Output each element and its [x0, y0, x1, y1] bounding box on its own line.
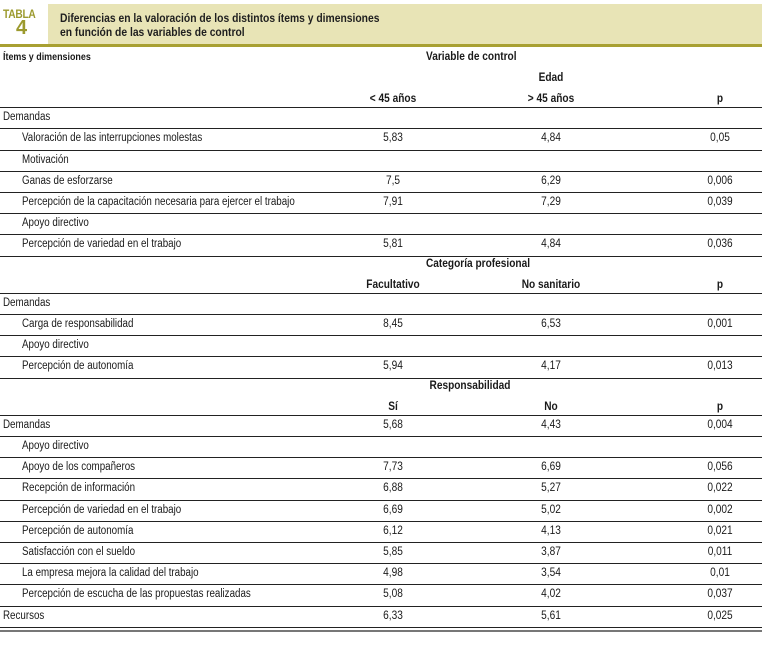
row-divider [0, 293, 762, 294]
header-divider [0, 44, 762, 47]
cell-value: 5,68 [383, 418, 403, 431]
column-header: Sí [388, 400, 398, 413]
cell-value: 7,29 [541, 196, 561, 208]
cell-value: 4,43 [541, 418, 561, 431]
cell-value: 5,94 [383, 360, 403, 373]
cell-value: 5,61 [541, 609, 561, 622]
row-divider [0, 234, 762, 235]
row-label: Carga de responsabilidad [22, 318, 134, 330]
row-label: La empresa mejora la calidad del trabajo [22, 567, 199, 580]
column-header: No sanitario [521, 278, 581, 291]
row-divider [0, 335, 762, 336]
cell-value: 8,45 [383, 318, 403, 330]
cell-value: 6,88 [383, 482, 403, 495]
table-label-box [0, 0, 48, 44]
row-label: Percepción de variedad en el trabajo [22, 238, 182, 251]
cell-p-value: 0,021 [707, 524, 733, 537]
cell-p-value: 0,002 [707, 503, 733, 516]
row-label: Percepción de escucha de las propuestas realizadas [22, 588, 251, 601]
cell-value: 4,84 [541, 238, 561, 251]
row-divider [0, 563, 762, 564]
row-divider [0, 314, 762, 315]
cell-p-value: 0,039 [707, 196, 733, 208]
row-divider [0, 436, 762, 437]
cell-value: 7,91 [383, 196, 403, 208]
row-label: Demandas [3, 418, 51, 431]
row-label: Apoyo directivo [22, 339, 89, 352]
table-number: 4 [16, 17, 28, 39]
column-header: p [716, 278, 724, 291]
column-header: Facultativo [366, 278, 420, 291]
cell-p-value: 0,001 [707, 318, 733, 330]
column-header: > 45 años [527, 93, 575, 106]
row-label: Percepción de autonomía [22, 360, 134, 373]
column-header: p [716, 400, 724, 413]
cell-value: 5,02 [541, 503, 561, 516]
row-label: Valoración de las interrupciones molestas [22, 132, 203, 145]
cell-p-value: 0,004 [707, 418, 733, 431]
row-divider [0, 478, 762, 479]
row-label: Demandas [3, 111, 51, 124]
cell-p-value: 0,05 [710, 132, 730, 145]
row-divider [0, 521, 762, 522]
cell-p-value: 0,01 [710, 567, 730, 580]
cell-p-value: 0,022 [707, 482, 733, 495]
row-label: Recepción de información [22, 482, 136, 495]
row-divider [0, 630, 762, 632]
table-title-box [48, 4, 762, 44]
column-header: < 45 años [369, 93, 417, 106]
table-title-line-2: en función de las variables de control [60, 25, 245, 39]
row-label: Recursos [3, 609, 45, 622]
group-label: Edad [538, 72, 564, 84]
row-label: Apoyo directivo [22, 440, 89, 452]
cell-value: 4,98 [383, 567, 403, 580]
cell-value: 6,69 [383, 503, 403, 516]
row-divider [0, 584, 762, 585]
row-divider [0, 627, 762, 628]
row-divider [0, 378, 762, 379]
cell-value: 4,13 [541, 524, 561, 537]
group-label: Responsabilidad [429, 379, 511, 392]
cell-value: 4,17 [541, 360, 561, 373]
row-divider [0, 542, 762, 543]
cell-value: 5,27 [541, 482, 561, 495]
row-label: Ganas de esforzarse [22, 174, 113, 187]
cell-p-value: 0,011 [707, 546, 733, 558]
row-label: Percepción de variedad en el trabajo [22, 503, 182, 516]
cell-p-value: 0,036 [707, 238, 733, 251]
cell-value: 5,81 [383, 238, 403, 251]
row-divider [0, 107, 762, 108]
row-divider [0, 150, 762, 151]
cell-value: 4,84 [541, 132, 561, 145]
row-label: Demandas [3, 296, 51, 309]
cell-p-value: 0,025 [707, 609, 733, 622]
cell-p-value: 0,013 [707, 360, 733, 373]
table-title-line-1: Diferencias en la valoración de los distintos ítems y dimensiones [60, 11, 380, 25]
cell-value: 7,5 [385, 174, 401, 187]
table-label: TABLA [3, 7, 36, 21]
row-divider [0, 171, 762, 172]
cell-p-value: 0,056 [707, 461, 733, 474]
row-divider [0, 192, 762, 193]
cell-p-value: 0,037 [707, 588, 733, 601]
cell-value: 6,69 [541, 461, 561, 474]
row-header-label: Ítems y dimensiones [3, 51, 91, 63]
row-divider [0, 500, 762, 501]
cell-value: 3,54 [541, 567, 561, 580]
row-divider [0, 457, 762, 458]
cell-value: 6,33 [383, 609, 403, 622]
row-divider [0, 256, 762, 257]
column-header: No [544, 400, 558, 413]
row-label: Percepción de la capacitación necesaria para ejercer el trabajo [22, 196, 295, 208]
cell-value: 6,29 [541, 174, 561, 187]
cell-p-value: 0,006 [707, 174, 733, 187]
row-divider [0, 356, 762, 357]
cell-value: 7,73 [383, 461, 403, 474]
variable-header: Variable de control [426, 51, 517, 63]
row-label: Satisfacción con el sueldo [22, 546, 136, 558]
row-divider [0, 606, 762, 607]
row-label: Apoyo de los compañeros [22, 461, 136, 474]
group-label: Categoría profesional [426, 257, 531, 270]
column-header: p [716, 93, 724, 106]
cell-value: 4,02 [541, 588, 561, 601]
row-divider [0, 213, 762, 214]
cell-value: 5,83 [383, 132, 403, 145]
cell-value: 6,12 [383, 524, 403, 537]
cell-value: 5,08 [383, 588, 403, 601]
table-title [60, 11, 379, 39]
cell-value: 6,53 [541, 318, 561, 330]
table-header [0, 0, 762, 44]
row-label: Apoyo directivo [22, 217, 89, 230]
row-label: Motivación [22, 153, 69, 166]
cell-value: 5,85 [383, 546, 403, 558]
cell-value: 3,87 [541, 546, 561, 558]
row-divider [0, 128, 762, 129]
row-divider [0, 415, 762, 416]
row-label: Percepción de autonomía [22, 524, 134, 537]
